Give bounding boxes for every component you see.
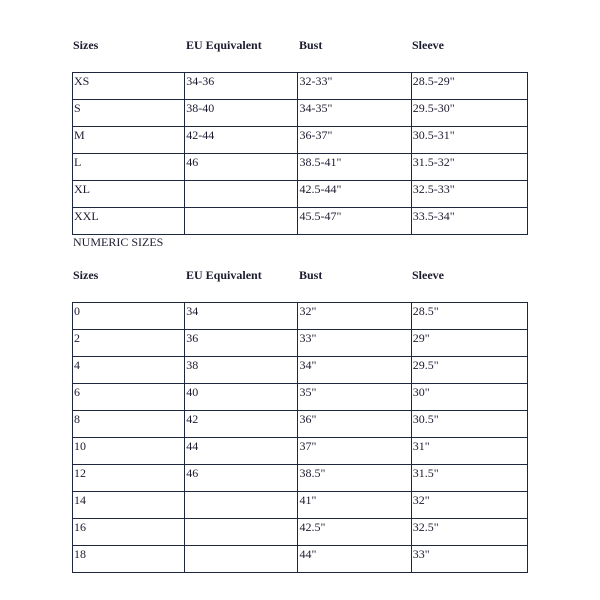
sleeve-cell: 29.5-30" bbox=[411, 100, 527, 127]
bust-cell: 33" bbox=[298, 330, 411, 357]
size-cell: XL bbox=[73, 181, 185, 208]
sleeve-cell: 33" bbox=[411, 546, 527, 573]
sleeve-cell: 28.5" bbox=[411, 303, 527, 330]
table-row bbox=[73, 357, 528, 384]
table-row bbox=[73, 465, 528, 492]
header-eu-equivalent: EU Equivalent bbox=[186, 38, 262, 52]
sleeve-cell: 30.5-31" bbox=[411, 127, 527, 154]
sleeve-cell: 31.5" bbox=[411, 465, 527, 492]
header-bust-2: Bust bbox=[299, 268, 323, 282]
eu-equivalent-cell bbox=[185, 492, 298, 519]
bust-cell: 34" bbox=[298, 357, 411, 384]
table-row bbox=[73, 154, 528, 181]
header-eu-equivalent-2: EU Equivalent bbox=[186, 268, 262, 282]
section-title-numeric-sizes: NUMERIC SIZES bbox=[73, 235, 164, 249]
eu-equivalent-cell: 42 bbox=[185, 411, 298, 438]
sleeve-cell: 29" bbox=[411, 330, 527, 357]
size-cell: 2 bbox=[73, 330, 185, 357]
bust-cell: 35" bbox=[298, 384, 411, 411]
header-sleeve: Sleeve bbox=[412, 38, 444, 52]
numeric-size-table bbox=[72, 302, 528, 573]
bust-cell: 36-37" bbox=[298, 127, 411, 154]
table-row bbox=[73, 73, 528, 100]
header-sleeve-2: Sleeve bbox=[412, 268, 444, 282]
sleeve-cell: 32.5" bbox=[411, 519, 527, 546]
bust-cell: 36" bbox=[298, 411, 411, 438]
table-row bbox=[73, 100, 528, 127]
size-cell: L bbox=[73, 154, 185, 181]
size-cell: 10 bbox=[73, 438, 185, 465]
size-cell: 14 bbox=[73, 492, 185, 519]
bust-cell: 34-35" bbox=[298, 100, 411, 127]
eu-equivalent-cell: 46 bbox=[185, 154, 298, 181]
sleeve-cell: 31" bbox=[411, 438, 527, 465]
bust-cell: 42.5-44" bbox=[298, 181, 411, 208]
size-cell: 12 bbox=[73, 465, 185, 492]
eu-equivalent-cell bbox=[185, 181, 298, 208]
table-row bbox=[73, 411, 528, 438]
sleeve-cell: 32" bbox=[411, 492, 527, 519]
table-row bbox=[73, 546, 528, 573]
sleeve-cell: 31.5-32" bbox=[411, 154, 527, 181]
table-row bbox=[73, 330, 528, 357]
size-cell: XS bbox=[73, 73, 185, 100]
sleeve-cell: 28.5-29" bbox=[411, 73, 527, 100]
bust-cell: 38.5" bbox=[298, 465, 411, 492]
sleeve-cell: 30" bbox=[411, 384, 527, 411]
table-row bbox=[73, 303, 528, 330]
bust-cell: 38.5-41" bbox=[298, 154, 411, 181]
table-row bbox=[73, 438, 528, 465]
header-bust: Bust bbox=[299, 38, 323, 52]
eu-equivalent-cell: 44 bbox=[185, 438, 298, 465]
eu-equivalent-cell: 40 bbox=[185, 384, 298, 411]
eu-equivalent-cell: 34 bbox=[185, 303, 298, 330]
size-cell: 0 bbox=[73, 303, 185, 330]
table-row bbox=[73, 208, 528, 235]
size-cell: 8 bbox=[73, 411, 185, 438]
table-row bbox=[73, 492, 528, 519]
size-cell: XXL bbox=[73, 208, 185, 235]
size-cell: M bbox=[73, 127, 185, 154]
bust-cell: 32-33" bbox=[298, 73, 411, 100]
sleeve-cell: 32.5-33" bbox=[411, 181, 527, 208]
eu-equivalent-cell bbox=[185, 208, 298, 235]
size-cell: S bbox=[73, 100, 185, 127]
size-cell: 18 bbox=[73, 546, 185, 573]
sleeve-cell: 30.5" bbox=[411, 411, 527, 438]
eu-equivalent-cell: 38 bbox=[185, 357, 298, 384]
table-row bbox=[73, 127, 528, 154]
bust-cell: 37" bbox=[298, 438, 411, 465]
bust-cell: 42.5" bbox=[298, 519, 411, 546]
eu-equivalent-cell bbox=[185, 546, 298, 573]
table-row bbox=[73, 181, 528, 208]
sleeve-cell: 33.5-34" bbox=[411, 208, 527, 235]
eu-equivalent-cell: 38-40 bbox=[185, 100, 298, 127]
table-row bbox=[73, 384, 528, 411]
eu-equivalent-cell: 36 bbox=[185, 330, 298, 357]
eu-equivalent-cell: 46 bbox=[185, 465, 298, 492]
bust-cell: 44" bbox=[298, 546, 411, 573]
header-sizes: Sizes bbox=[73, 38, 99, 52]
size-cell: 6 bbox=[73, 384, 185, 411]
eu-equivalent-cell: 34-36 bbox=[185, 73, 298, 100]
header-sizes-2: Sizes bbox=[73, 268, 99, 282]
bust-cell: 45.5-47" bbox=[298, 208, 411, 235]
eu-equivalent-cell bbox=[185, 519, 298, 546]
letter-size-table bbox=[72, 72, 528, 235]
bust-cell: 41" bbox=[298, 492, 411, 519]
sleeve-cell: 29.5" bbox=[411, 357, 527, 384]
table-row bbox=[73, 519, 528, 546]
bust-cell: 32" bbox=[298, 303, 411, 330]
size-cell: 16 bbox=[73, 519, 185, 546]
size-cell: 4 bbox=[73, 357, 185, 384]
eu-equivalent-cell: 42-44 bbox=[185, 127, 298, 154]
